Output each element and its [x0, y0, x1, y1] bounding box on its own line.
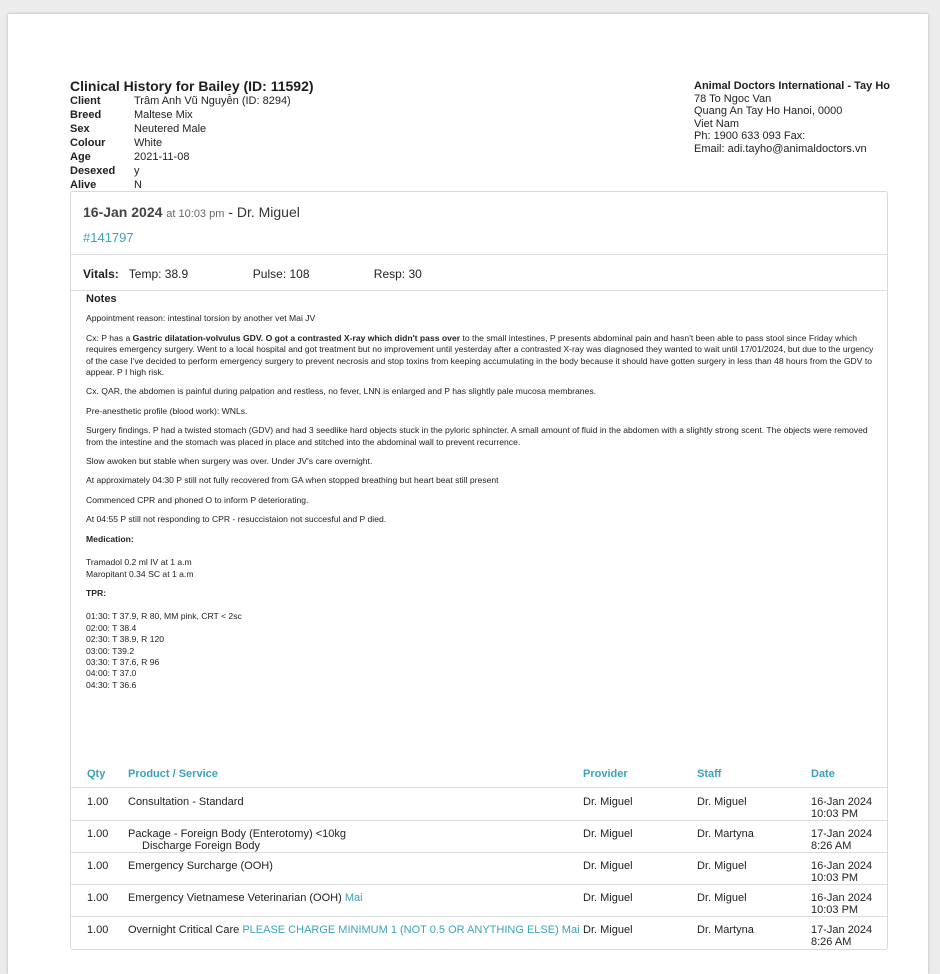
visit-time: at 10:03 pm: [166, 208, 225, 220]
row-product: [128, 860, 273, 872]
info-label: Breed: [70, 109, 102, 121]
notes-heading: Notes: [86, 293, 117, 305]
visit-card: [70, 191, 888, 950]
row-qty: 1.00: [87, 796, 109, 808]
row-date: [811, 924, 872, 948]
row-provider: Dr. Miguel: [583, 860, 633, 872]
tpr-entry: 02:00: T 38.4: [86, 622, 137, 633]
row-staff: Dr. Martyna: [697, 924, 754, 936]
row-qty: 1.00: [87, 892, 109, 904]
product-name: Emergency Surcharge (OOH): [128, 860, 273, 872]
row-provider: Dr. Miguel: [583, 828, 633, 840]
patient-info: [70, 94, 291, 192]
tpr-heading: TPR:: [86, 587, 107, 598]
row-date-time: 8:26 AM: [811, 936, 852, 948]
divider: [71, 820, 887, 821]
visit-datetime: [83, 204, 300, 220]
row-product: [128, 828, 346, 852]
event-note: At approximately 04:30 P still not fully recovered from GA when stopped breathing but heart beat still present: [86, 475, 499, 486]
row-date-day: 16-Jan 2024: [811, 796, 873, 808]
product-note: PLEASE CHARGE MINIMUM 1 (NOT 0.5 OR ANYTHING ELSE) Mai: [242, 924, 580, 936]
row-product: [128, 796, 244, 808]
row-qty: 1.00: [87, 860, 109, 872]
clinic-email: Email: adi.tayho@animaldoctors.vn: [694, 142, 867, 155]
col-header-qty: Qty: [87, 768, 106, 780]
info-value: 2021-11-08: [134, 151, 190, 163]
product-name: Overnight Critical Care: [128, 924, 243, 936]
divider: [71, 852, 887, 853]
vitals-row: [83, 267, 422, 281]
product-note: Mai: [344, 892, 363, 904]
info-value: Maltese Mix: [134, 109, 193, 121]
row-staff: Dr. Martyna: [697, 828, 754, 840]
visit-header: [83, 204, 300, 220]
row-date-time: 10:03 PM: [811, 904, 859, 916]
info-value: Neutered Male: [134, 123, 207, 135]
medication-heading: Medication:: [86, 533, 134, 544]
row-date-time: 8:26 AM: [811, 840, 852, 852]
tpr-entry: 02:30: T 38.9, R 120: [86, 634, 165, 645]
row-product: [128, 924, 580, 936]
clinic-address-line: Quang An Tay Ho Hanoi, 0000: [694, 105, 843, 117]
info-label: Alive: [70, 179, 97, 191]
surgery-findings: Surgery findings. P had a twisted stomach (GDV) and had 3 seedlike hard objects stuck in the pyloric sphincter. A small amount of fluid in the abdomen with a slightly strong scent. The objects were removed from the intestine and the stomach was placed in place and stitched into the abdominal wall to prevent recurrence.: [86, 425, 868, 447]
clinic-name: Animal Doctors International - Tay Ho: [694, 80, 890, 92]
divider: [71, 254, 887, 255]
vitals-label: Vitals:: [83, 267, 119, 281]
visit-doctor: - Dr. Miguel: [228, 204, 300, 220]
row-date: [811, 860, 872, 884]
row-staff: Dr. Miguel: [697, 796, 747, 808]
row-product: [128, 892, 363, 904]
row-date-day: 16-Jan 2024: [811, 860, 873, 872]
info-value: White: [134, 137, 163, 149]
row-date-day: 17-Jan 2024: [811, 924, 873, 936]
tpr-entry: 03:30: T 37.6, R 96: [86, 656, 160, 667]
info-label: Colour: [70, 137, 106, 149]
cx-rest: to the small intestines, P presents abdominal pain and hasn't been able to pass stool since Friday which requires emergency surgery. Went to a local hospital and got treatment but no improvement until yesterday after a contrasted X-ray was diagnosed they wanted to wait until 17/01/2024, but due to the urgency of the case I've decided to perform emergency surgery to prevent necrosis and stop toxins from keeping accumulating in the body because it should have gotten surgery in less than 48 hours from the GDV to appear. P I high risk.: [86, 332, 874, 378]
product-name: Emergency Vietnamese Veterinarian (OOH): [128, 892, 345, 904]
row-date: [811, 828, 872, 852]
info-row-desexed: [70, 164, 291, 178]
row-date: [811, 892, 872, 916]
row-staff: Dr. Miguel: [697, 860, 747, 872]
clinic-phone: Ph: 1900 633 093 Fax:: [694, 130, 806, 142]
info-row-sex: [70, 122, 291, 136]
info-row-client: [70, 94, 291, 108]
notes-section: [86, 294, 876, 691]
info-row-colour: [70, 136, 291, 150]
row-date-day: 17-Jan 2024: [811, 828, 873, 840]
recovery-note: Slow awoken but stable when surgery was over. Under JV's care overnight.: [86, 456, 373, 467]
tpr-entry: 04:00: T 37.0: [86, 668, 137, 679]
clinic-address-line: 78 To Ngoc Van: [694, 92, 772, 105]
row-date-day: 16-Jan 2024: [811, 892, 873, 904]
tpr-entry: 01:30: T 37.9, R 80, MM pink, CRT < 2sc: [86, 611, 242, 622]
info-row-alive: [70, 178, 291, 192]
tpr-entry: 04:30: T 36.6: [86, 679, 137, 690]
info-row-age: [70, 150, 291, 164]
preanesthetic-profile: Pre-anesthetic profile (blood work): WNLs.: [86, 405, 248, 416]
medication-item: Maropitant 0.34 SC at 1 a.m: [86, 568, 194, 579]
row-provider: Dr. Miguel: [583, 796, 633, 808]
clinical-exam-paragraph: [86, 333, 876, 379]
event-note: At 04:55 P still not responding to CPR - resuccistaion not succesful and P died.: [86, 514, 387, 525]
col-header-date: Date: [811, 768, 835, 780]
row-provider: Dr. Miguel: [583, 924, 633, 936]
exam-findings: Cx. QAR, the abdomen is painful during palpation and restless, no fever, LNN is enlarged and P has slightly pale mucosa membranes.: [86, 386, 597, 397]
divider: [71, 916, 887, 917]
vitals-resp: Resp: 30: [373, 267, 422, 281]
info-label: Age: [70, 151, 91, 163]
info-label: Sex: [70, 123, 90, 135]
divider: [71, 884, 887, 885]
product-name: Consultation - Standard: [128, 796, 244, 808]
row-staff: Dr. Miguel: [697, 892, 747, 904]
tpr-entry: 03:00: T39.2: [86, 645, 135, 656]
row-provider: Dr. Miguel: [583, 892, 633, 904]
info-label: Client: [70, 95, 101, 107]
clinic-country: Viet Nam: [694, 117, 740, 130]
event-note: Commenced CPR and phoned O to inform P deteriorating.: [86, 494, 309, 505]
visit-date: 16-Jan 2024: [83, 204, 163, 220]
col-header-product: Product / Service: [128, 768, 218, 780]
col-header-staff: Staff: [697, 768, 722, 780]
vitals-temp: Temp: 38.9: [128, 267, 189, 281]
info-value: N: [134, 179, 142, 191]
info-value: y: [134, 165, 140, 177]
col-header-provider: Provider: [583, 768, 628, 780]
row-date-time: 10:03 PM: [811, 872, 859, 884]
page-title: Clinical History for Bailey (ID: 11592): [70, 78, 314, 94]
clinic-address: [694, 80, 890, 155]
appointment-reason: Appointment reason: intestinal torsion by another vet Mai JV: [86, 313, 316, 324]
cx-emphasis: Gastric dilatation-volvulus GDV. O got a contrasted X-ray which didn't pass over: [132, 332, 461, 343]
divider: [71, 290, 887, 291]
vitals-pulse: Pulse: 108: [252, 267, 310, 281]
row-date: [811, 796, 872, 820]
product-subitem: Discharge Foreign Body: [142, 840, 261, 852]
row-date-time: 10:03 PM: [811, 808, 859, 820]
cx-prefix: Cx: P has a: [86, 332, 133, 343]
info-label: Desexed: [70, 165, 116, 177]
row-qty: 1.00: [87, 828, 109, 840]
medication-item: Tramadol 0.2 ml IV at 1 a.m: [86, 557, 192, 568]
divider: [71, 787, 887, 788]
info-value: Trâm Anh Vũ Nguyễn (ID: 8294): [134, 95, 291, 107]
info-row-breed: [70, 108, 291, 122]
product-name: Package - Foreign Body (Enterotomy) <10kg: [128, 828, 346, 840]
visit-id-link[interactable]: #141797: [83, 230, 134, 245]
row-qty: 1.00: [87, 924, 109, 936]
